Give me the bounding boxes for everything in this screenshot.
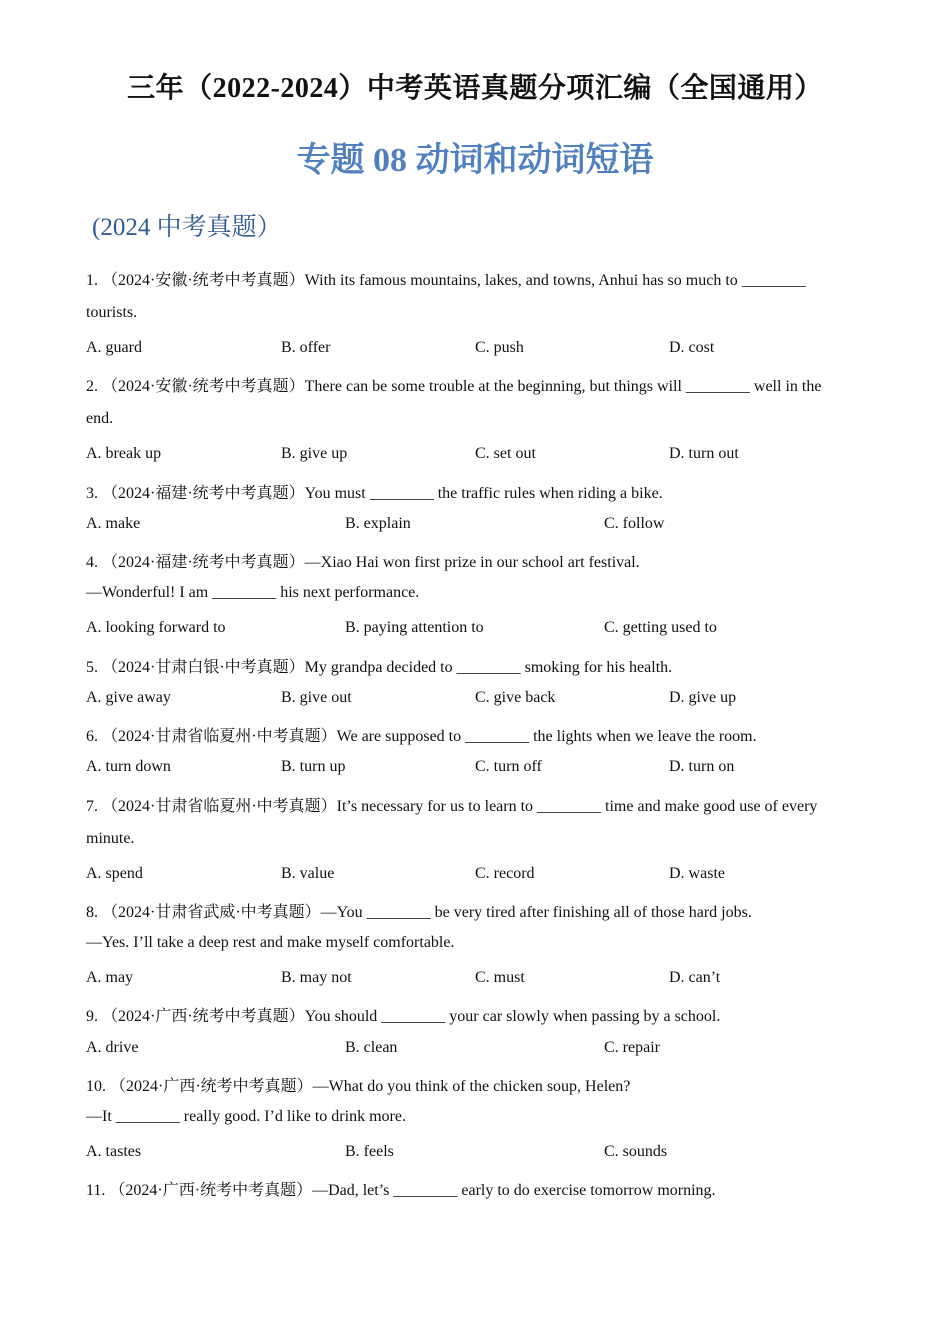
question-7-continuation: minute. (86, 830, 135, 847)
question-4-continuation: —Wonderful! I am ________ his next performance. (86, 584, 420, 601)
question-4-option-b: B. paying attention to (345, 619, 484, 636)
question-9-stem: 9. （2024·广西·统考中考真题）You should ________ your car slowly when passing by a school. (86, 1008, 721, 1025)
question-2-option-d: D. turn out (669, 445, 739, 462)
question-3-option-a: A. make (86, 515, 141, 532)
question-7-stem: 7. （2024·甘肃省临夏州·中考真题）It’s necessary for us to learn to ________ time and make good use of every (86, 798, 818, 815)
question-8-option-d: D. can’t (669, 969, 721, 986)
question-6-option-d: D. turn on (669, 758, 735, 775)
question-7-option-b: B. value (281, 865, 335, 882)
question-1-stem: 1. （2024·安徽·统考中考真题）With its famous mountains, lakes, and towns, Anhui has so much to ________ (86, 272, 806, 289)
question-2-option-a: A. break up (86, 445, 162, 462)
question-9-option-b: B. clean (345, 1039, 398, 1056)
document-title: 三年（2022-2024）中考英语真题分项汇编（全国通用） (127, 73, 823, 104)
question-6-option-b: B. turn up (281, 758, 346, 775)
question-2-option-c: C. set out (475, 445, 536, 462)
question-5-option-b: B. give out (281, 689, 352, 706)
question-8-option-a: A. may (86, 969, 134, 986)
question-8-continuation: —Yes. I’ll take a deep rest and make myself comfortable. (86, 934, 455, 951)
question-8-stem: 8. （2024·甘肃省武威·中考真题）—You ________ be very tired after finishing all of those hard jobs. (86, 904, 752, 921)
question-6-option-a: A. turn down (86, 758, 171, 775)
question-1-continuation: tourists. (86, 304, 138, 321)
question-1-option-c: C. push (475, 339, 524, 356)
question-1-option-b: B. offer (281, 339, 331, 356)
question-10-stem: 10. （2024·广西·统考中考真题）—What do you think of the chicken soup, Helen? (86, 1078, 631, 1095)
question-10-continuation: —It ________ really good. I’d like to drink more. (86, 1108, 406, 1125)
question-7-option-a: A. spend (86, 865, 143, 882)
section-heading: (2024 中考真题） (92, 214, 282, 241)
question-2-stem: 2. （2024·安徽·统考中考真题）There can be some trouble at the beginning, but things will ________ well in the (86, 378, 822, 395)
question-3-stem: 3. （2024·福建·统考中考真题）You must ________ the traffic rules when riding a bike. (86, 485, 663, 502)
question-9-option-c: C. repair (604, 1039, 660, 1056)
question-8-option-b: B. may not (281, 969, 352, 986)
question-7-option-c: C. record (475, 865, 535, 882)
question-10-option-a: A. tastes (86, 1143, 142, 1160)
question-6-stem: 6. （2024·甘肃省临夏州·中考真题）We are supposed to ________ the lights when we leave the room. (86, 728, 757, 745)
question-1-option-a: A. guard (86, 339, 142, 356)
question-7-option-d: D. waste (669, 865, 725, 882)
question-5-stem: 5. （2024·甘肃白银·中考真题）My grandpa decided to ________ smoking for his health. (86, 659, 673, 676)
question-10-option-b: B. feels (345, 1143, 394, 1160)
question-3-option-b: B. explain (345, 515, 411, 532)
question-2-option-b: B. give up (281, 445, 348, 462)
question-4-stem: 4. （2024·福建·统考中考真题）—Xiao Hai won first prize in our school art festival. (86, 554, 640, 571)
question-4-option-c: C. getting used to (604, 619, 717, 636)
question-4-option-a: A. looking forward to (86, 619, 226, 636)
question-6-option-c: C. turn off (475, 758, 542, 775)
question-5-option-a: A. give away (86, 689, 171, 706)
question-3-option-c: C. follow (604, 515, 665, 532)
question-1-option-d: D. cost (669, 339, 715, 356)
question-8-option-c: C. must (475, 969, 525, 986)
topic-subtitle: 专题 08 动词和动词短语 (296, 142, 654, 179)
question-10-option-c: C. sounds (604, 1143, 668, 1160)
question-5-option-c: C. give back (475, 689, 556, 706)
question-9-option-a: A. drive (86, 1039, 139, 1056)
question-2-continuation: end. (86, 410, 114, 427)
question-5-option-d: D. give up (669, 689, 737, 706)
question-11-stem: 11. （2024·广西·统考中考真题）—Dad, let’s ________ early to do exercise tomorrow morning. (86, 1182, 716, 1199)
